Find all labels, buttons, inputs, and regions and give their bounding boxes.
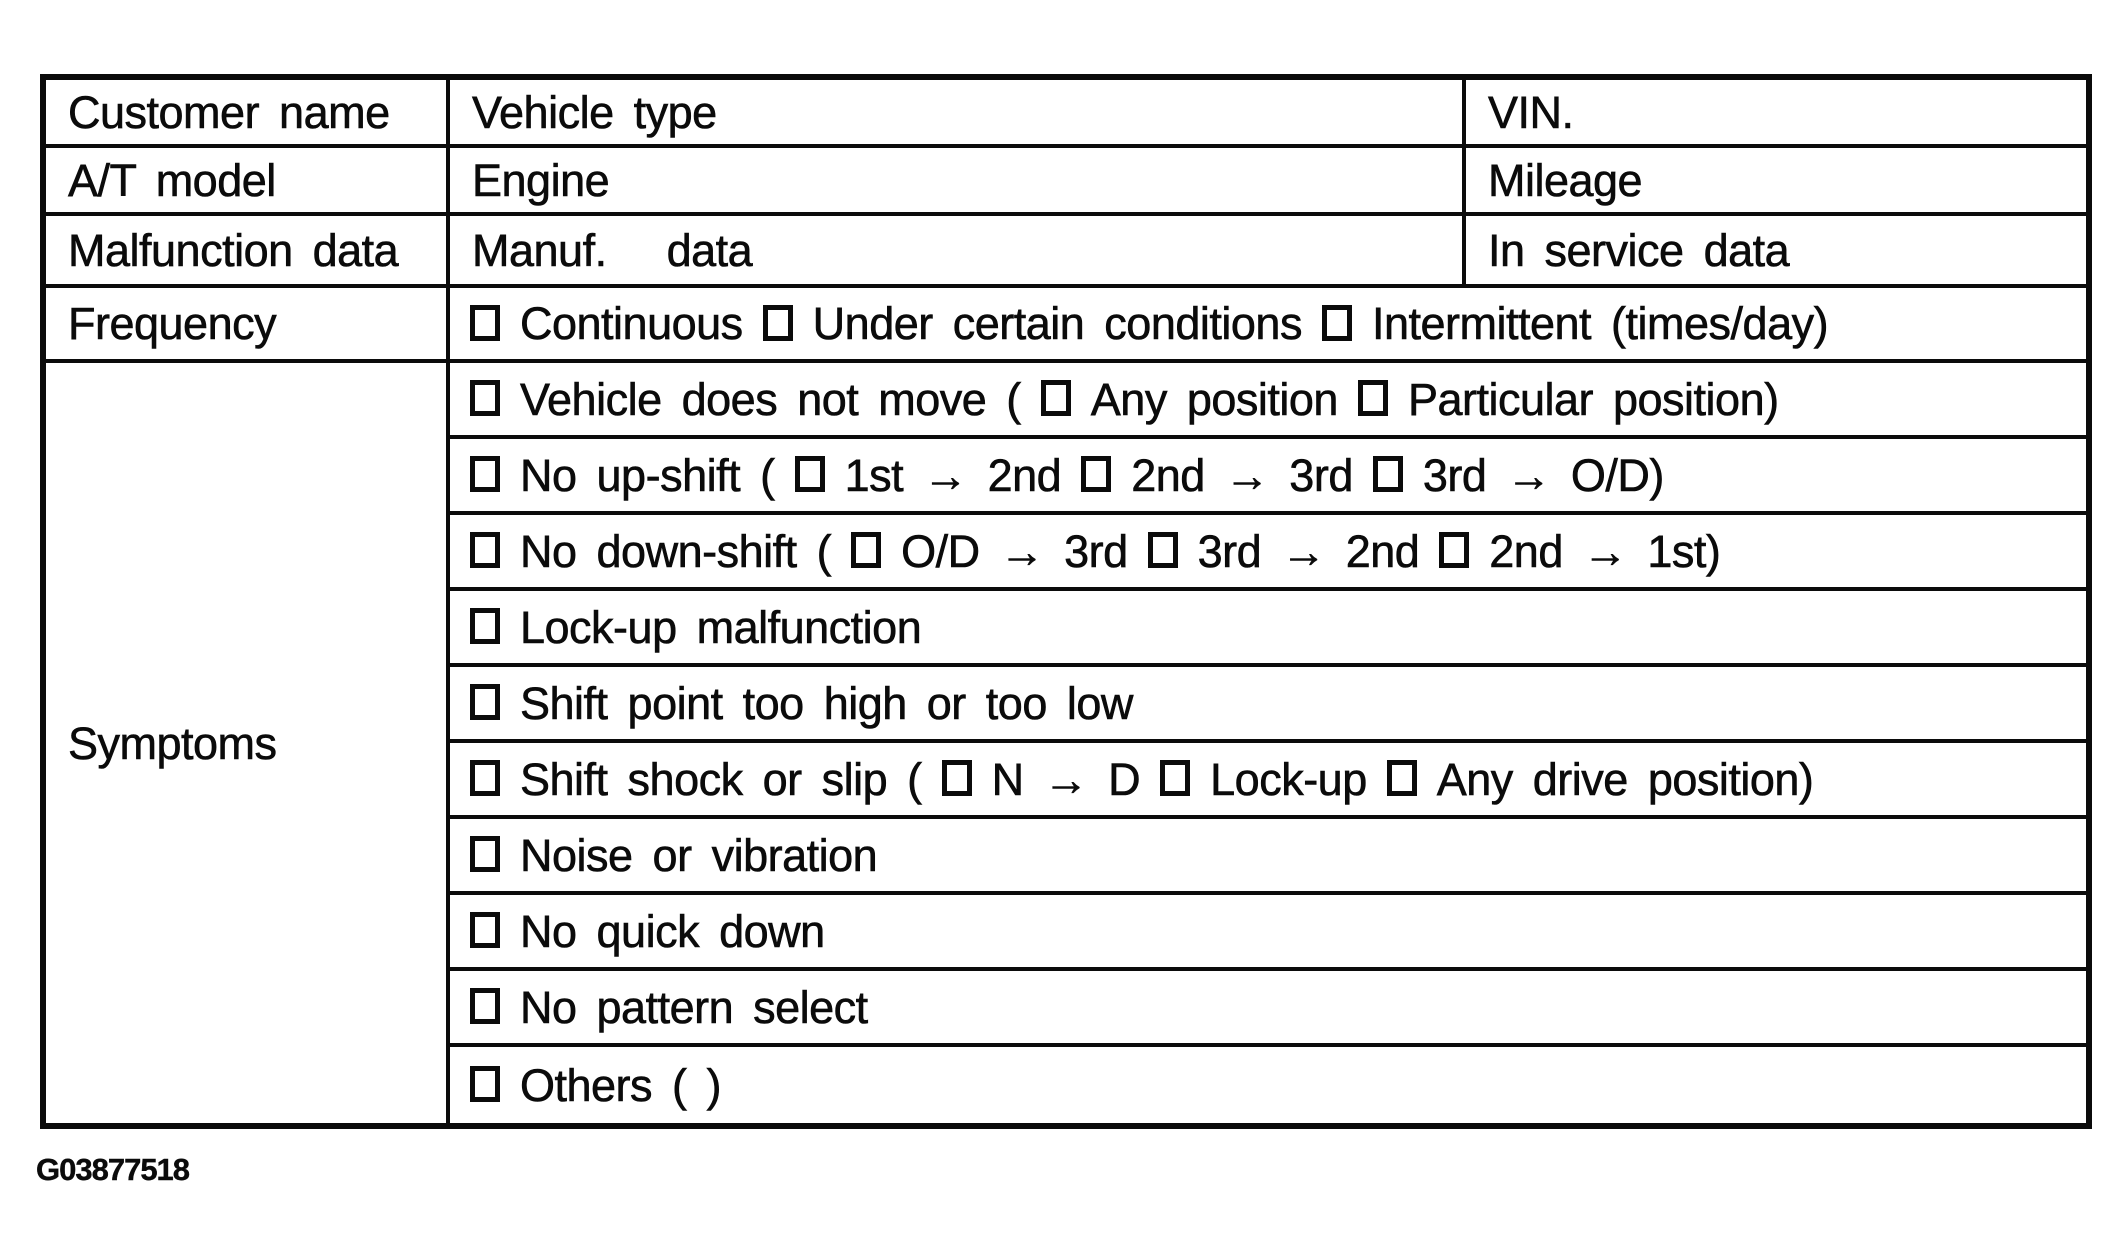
no-down-shift-text-3: O/D → 3rd — [901, 525, 1128, 577]
shift-shock-or-slip-n-to-d-checkbox[interactable] — [942, 760, 972, 796]
cell-manuf-data — [450, 216, 1466, 284]
shift-shock-or-slip-text-7: Any drive position) — [1436, 753, 1814, 805]
no-quick-down-text-1: No quick down — [520, 905, 825, 957]
symptom-row-others — [450, 1047, 2086, 1123]
cell-frequency-label — [46, 288, 450, 359]
noise-or-vibration-noise-or-vibration-checkbox[interactable] — [470, 836, 500, 872]
no-up-shift-3rd-to-od-checkbox[interactable] — [1373, 456, 1403, 492]
no-down-shift-text-1: No down-shift ( — [520, 525, 832, 577]
customer-name-label: Customer name — [68, 86, 390, 138]
symptom-row-no-quick-down — [450, 895, 2086, 971]
no-up-shift-text-5: 2nd → 3rd — [1131, 449, 1353, 501]
shift-shock-or-slip-text-3: N → D — [991, 753, 1141, 805]
others-text-1: Others ( ) — [520, 1059, 722, 1111]
form-row-identity — [46, 80, 2086, 148]
at-model-label: A/T model — [68, 154, 276, 206]
symptom-row-noise-or-vibration — [450, 819, 2086, 895]
no-pattern-select-no-pattern-select-checkbox[interactable] — [470, 988, 500, 1024]
no-down-shift-2nd-to-1st-checkbox[interactable] — [1439, 532, 1469, 568]
symptoms-label: Symptoms — [68, 717, 277, 769]
no-down-shift-od-to-3rd-checkbox[interactable] — [851, 532, 881, 568]
cell-mileage — [1466, 148, 2086, 212]
cell-engine — [450, 148, 1466, 212]
no-up-shift-1st-to-2nd-checkbox[interactable] — [795, 456, 825, 492]
no-up-shift-2nd-to-3rd-checkbox[interactable] — [1081, 456, 1111, 492]
shift-shock-or-slip-any-drive-position-checkbox[interactable] — [1387, 760, 1417, 796]
manuf-data-label: Manuf. data — [472, 224, 753, 276]
symptoms-section — [46, 363, 2086, 1123]
shift-shock-or-slip-shift-shock-or-slip-checkbox[interactable] — [470, 760, 500, 796]
frequency-label: Frequency — [68, 298, 277, 349]
shift-shock-or-slip-lock-up-checkbox[interactable] — [1160, 760, 1190, 796]
symptom-row-vehicle-does-not-move — [450, 363, 2086, 439]
vehicle-does-not-move-particular-position-checkbox[interactable] — [1358, 380, 1388, 416]
cell-vehicle-type — [450, 80, 1466, 144]
no-pattern-select-text-1: No pattern select — [520, 981, 868, 1033]
no-down-shift-no-down-shift-checkbox[interactable] — [470, 532, 500, 568]
vehicle-does-not-move-text-1: Vehicle does not move ( — [520, 373, 1021, 425]
form-row-dates — [46, 216, 2086, 288]
form-row-frequency — [46, 288, 2086, 363]
shift-point-too-high-or-too-low-text-1: Shift point too high or too low — [520, 677, 1133, 729]
figure-code: G03877518 — [36, 1152, 190, 1187]
vehicle-does-not-move-text-3: Any position — [1090, 373, 1338, 425]
no-down-shift-text-7: 2nd → 1st) — [1489, 525, 1721, 577]
no-down-shift-text-5: 3rd → 2nd — [1197, 525, 1420, 577]
frequency-text-3: Under certain conditions — [812, 298, 1302, 349]
no-up-shift-no-up-shift-checkbox[interactable] — [470, 456, 500, 492]
vehicle-type-label: Vehicle type — [472, 86, 717, 138]
at-diagnosis-form-table — [40, 74, 2092, 1129]
lock-up-malfunction-text-1: Lock-up malfunction — [520, 601, 922, 653]
shift-shock-or-slip-text-1: Shift shock or slip ( — [520, 753, 922, 805]
engine-label: Engine — [472, 154, 610, 206]
in-service-data-label: In service data — [1488, 224, 1790, 276]
cell-customer-name — [46, 80, 450, 144]
symptom-row-no-pattern-select — [450, 971, 2086, 1047]
cell-vin — [1466, 80, 2086, 144]
malfunction-data-label: Malfunction data — [68, 224, 399, 276]
no-quick-down-no-quick-down-checkbox[interactable] — [470, 912, 500, 948]
cell-symptoms-label — [46, 363, 450, 1123]
vin-label: VIN. — [1488, 86, 1574, 138]
mileage-label: Mileage — [1488, 154, 1643, 206]
frequency-options — [450, 288, 2086, 359]
no-up-shift-text-1: No up-shift ( — [520, 449, 775, 501]
symptom-row-no-down-shift — [450, 515, 2086, 591]
shift-shock-or-slip-text-5: Lock-up — [1210, 753, 1367, 805]
noise-or-vibration-text-1: Noise or vibration — [520, 829, 878, 881]
symptom-row-no-up-shift — [450, 439, 2086, 515]
form-row-model — [46, 148, 2086, 216]
vehicle-does-not-move-text-5: Particular position) — [1407, 373, 1779, 425]
cell-at-model — [46, 148, 450, 212]
frequency-continuous-checkbox[interactable] — [470, 305, 500, 341]
no-down-shift-3rd-to-2nd-checkbox[interactable] — [1148, 532, 1178, 568]
shift-point-too-high-or-too-low-shift-point-too-high-or-too-low-checkbox[interactable] — [470, 684, 500, 720]
symptom-row-lock-up-malfunction — [450, 591, 2086, 667]
frequency-intermittent-checkbox[interactable] — [1322, 305, 1352, 341]
no-up-shift-text-3: 1st → 2nd — [844, 449, 1062, 501]
no-up-shift-text-7: 3rd → O/D) — [1422, 449, 1664, 501]
cell-in-service-data — [1466, 216, 2086, 284]
cell-malfunction-data — [46, 216, 450, 284]
vehicle-does-not-move-vehicle-does-not-move-checkbox[interactable] — [470, 380, 500, 416]
symptom-rows — [450, 363, 2086, 1123]
symptom-row-shift-shock-or-slip — [450, 743, 2086, 819]
symptom-row-shift-point-too-high-or-too-low — [450, 667, 2086, 743]
frequency-under-certain-conditions-checkbox[interactable] — [763, 305, 793, 341]
frequency-text-5: Intermittent (times/day) — [1371, 298, 1829, 349]
others-others-checkbox[interactable] — [470, 1066, 500, 1102]
lock-up-malfunction-lock-up-malfunction-checkbox[interactable] — [470, 608, 500, 644]
vehicle-does-not-move-any-position-checkbox[interactable] — [1041, 380, 1071, 416]
frequency-text-1: Continuous — [520, 298, 743, 349]
